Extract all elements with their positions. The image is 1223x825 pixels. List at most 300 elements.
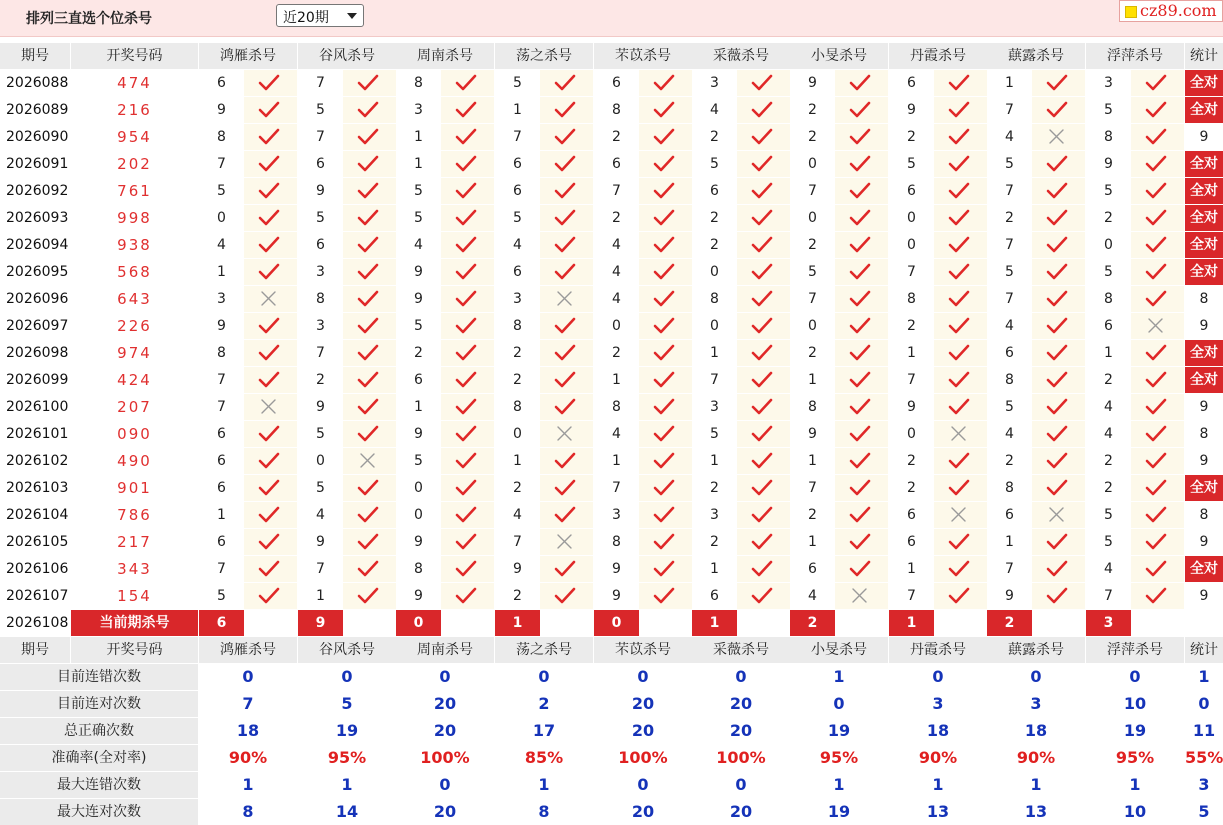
col-header-draw: 开奖号码: [71, 43, 198, 69]
hit-mark: [1131, 367, 1184, 393]
kill-number: 7: [1104, 588, 1113, 604]
hit-mark: [441, 367, 494, 393]
kill-number: 5: [1104, 264, 1113, 280]
hit-mark: [737, 367, 790, 393]
kill-number: 7: [513, 534, 522, 550]
col-header-stat: 统计: [1185, 43, 1223, 69]
kill-number: 0: [808, 318, 817, 334]
kill-number: 6: [710, 183, 719, 199]
kill-number: 1: [612, 453, 621, 469]
row-draw-number: 474: [117, 74, 152, 92]
summary-value: 55%: [1185, 748, 1223, 767]
kill-number: 2: [1005, 210, 1014, 226]
hit-mark: [639, 205, 692, 231]
kill-number: 6: [1005, 345, 1014, 361]
hit-mark: [540, 448, 593, 474]
period-select[interactable]: [276, 4, 364, 27]
summary-value: 20: [729, 721, 753, 740]
check-icon: [356, 317, 380, 335]
kill-number: 7: [316, 561, 325, 577]
hit-mark: [639, 556, 692, 582]
hit-mark: [343, 583, 396, 609]
hit-mark: [441, 124, 494, 150]
hit-mark: [1131, 178, 1184, 204]
row-draw-number: 901: [117, 479, 152, 497]
current-kill-number: 0: [594, 610, 639, 636]
summary-value: 2: [538, 694, 550, 713]
hit-mark: [1131, 151, 1184, 177]
kill-number: 6: [907, 507, 916, 523]
kill-number: 2: [710, 129, 719, 145]
kill-number: 9: [316, 183, 325, 199]
hit-mark: [1032, 475, 1085, 501]
row-draw-number: 343: [117, 560, 152, 578]
check-icon: [356, 101, 380, 119]
check-icon: [652, 425, 676, 443]
check-icon: [257, 587, 281, 605]
kill-number: 0: [1104, 237, 1113, 253]
hit-mark: [835, 502, 888, 528]
hit-mark: [1131, 529, 1184, 555]
check-icon: [848, 425, 872, 443]
check-icon: [454, 209, 478, 227]
kill-number: 7: [1005, 102, 1014, 118]
kill-number: 4: [612, 291, 621, 307]
hit-mark: [1032, 394, 1085, 420]
check-icon: [1045, 371, 1069, 389]
hit-mark: [639, 421, 692, 447]
check-icon: [1045, 398, 1069, 416]
check-icon: [257, 452, 281, 470]
hit-mark: [244, 151, 297, 177]
hit-mark: [1032, 70, 1085, 96]
check-icon: [257, 371, 281, 389]
hit-mark: [540, 151, 593, 177]
check-icon: [257, 425, 281, 443]
summary-value: 1: [932, 775, 944, 794]
check-icon: [848, 155, 872, 173]
col-header-expert-7: 小旻杀号: [790, 43, 888, 69]
kill-number: 1: [217, 264, 226, 280]
hit-mark: [835, 340, 888, 366]
kill-number: 3: [612, 507, 621, 523]
hit-mark: [441, 205, 494, 231]
kill-number: 2: [1104, 453, 1113, 469]
current-period: 2026108: [6, 615, 69, 631]
hit-mark: [1032, 178, 1085, 204]
hit-mark: [835, 367, 888, 393]
hit-mark: [639, 313, 692, 339]
row-draw-number: 998: [117, 209, 152, 227]
kill-number: 8: [316, 291, 325, 307]
row-draw-number: 643: [117, 290, 152, 308]
row-draw-number: 761: [117, 182, 152, 200]
site-logo[interactable]: [1119, 0, 1223, 22]
miss-mark: [244, 394, 297, 420]
hit-mark: [1131, 340, 1184, 366]
cross-icon: [1045, 128, 1069, 146]
kill-number: 2: [808, 507, 817, 523]
kill-number: 8: [710, 291, 719, 307]
kill-number: 6: [316, 237, 325, 253]
check-icon: [1144, 560, 1168, 578]
check-icon: [652, 263, 676, 281]
hit-mark: [737, 448, 790, 474]
kill-number: 8: [808, 399, 817, 415]
row-draw-number: 090: [117, 425, 152, 443]
summary-value: 0: [242, 667, 254, 686]
logo-square-icon: [1125, 6, 1137, 18]
kill-number: 8: [612, 399, 621, 415]
summary-value: 10: [1123, 694, 1147, 713]
kill-number: 2: [513, 480, 522, 496]
hit-mark: [1131, 502, 1184, 528]
kill-number: 2: [907, 453, 916, 469]
check-icon: [257, 74, 281, 92]
hit-mark: [639, 367, 692, 393]
check-icon: [454, 479, 478, 497]
check-icon: [1144, 587, 1168, 605]
summary-value: 3: [932, 694, 944, 713]
kill-number: 4: [612, 264, 621, 280]
current-kill-number: 0: [396, 610, 441, 636]
kill-number: 5: [907, 156, 916, 172]
hit-mark: [934, 529, 987, 555]
kill-number: 2: [808, 129, 817, 145]
kill-number: 2: [710, 534, 719, 550]
kill-number: 0: [907, 237, 916, 253]
check-icon: [652, 344, 676, 362]
kill-number: 7: [710, 372, 719, 388]
check-icon: [750, 560, 774, 578]
row-draw-number: 490: [117, 452, 152, 470]
hit-mark: [835, 556, 888, 582]
row-draw-number: 154: [117, 587, 152, 605]
col-header-expert-8: 丹霞杀号: [889, 637, 987, 663]
summary-value: 11: [1192, 721, 1216, 740]
check-icon: [1045, 560, 1069, 578]
check-icon: [553, 344, 577, 362]
summary-value: 20: [433, 802, 457, 821]
kill-number: 2: [710, 480, 719, 496]
check-icon: [553, 128, 577, 146]
row-stat: 全对: [1185, 556, 1223, 582]
kill-number: 7: [513, 129, 522, 145]
hit-mark: [1032, 97, 1085, 123]
kill-number: 4: [1005, 318, 1014, 334]
summary-label: 最大连对次数: [0, 799, 198, 825]
kill-number: 3: [316, 264, 325, 280]
kill-number: 7: [612, 183, 621, 199]
hit-mark: [737, 421, 790, 447]
col-header-expert-2: 谷风杀号: [298, 637, 396, 663]
kill-number: 5: [1104, 534, 1113, 550]
current-kill-label: 当前期杀号: [71, 610, 198, 636]
hit-mark: [639, 529, 692, 555]
kill-number: 6: [217, 426, 226, 442]
hit-mark: [639, 394, 692, 420]
check-icon: [356, 155, 380, 173]
hit-mark: [835, 259, 888, 285]
kill-number: 5: [513, 75, 522, 91]
check-icon: [553, 101, 577, 119]
kill-number: 4: [513, 507, 522, 523]
row-stat: 全对: [1185, 205, 1223, 231]
kill-number: 8: [1005, 480, 1014, 496]
hit-mark: [639, 232, 692, 258]
check-icon: [1144, 425, 1168, 443]
col-header-stat: 统计: [1185, 637, 1223, 663]
hit-mark: [441, 286, 494, 312]
summary-value: 20: [631, 721, 655, 740]
kill-number: 2: [612, 129, 621, 145]
col-header-expert-5: 芣苡杀号: [594, 43, 692, 69]
summary-value: 0: [932, 667, 944, 686]
summary-value: 18: [926, 721, 950, 740]
check-icon: [652, 317, 676, 335]
check-icon: [257, 506, 281, 524]
summary-label: 总正确次数: [0, 718, 198, 744]
check-icon: [652, 398, 676, 416]
row-period: 2026099: [6, 372, 69, 388]
hit-mark: [441, 475, 494, 501]
miss-mark: [1131, 313, 1184, 339]
summary-value: 1: [833, 775, 845, 794]
hit-mark: [737, 394, 790, 420]
kill-number: 1: [414, 129, 423, 145]
check-icon: [356, 344, 380, 362]
kill-number: 4: [1104, 426, 1113, 442]
kill-number: 9: [414, 426, 423, 442]
kill-number: 4: [414, 237, 423, 253]
hit-mark: [737, 475, 790, 501]
check-icon: [652, 587, 676, 605]
kill-number: 8: [513, 318, 522, 334]
hit-mark: [244, 259, 297, 285]
hit-mark: [934, 394, 987, 420]
hit-mark: [737, 529, 790, 555]
hit-mark: [343, 502, 396, 528]
hit-mark: [244, 421, 297, 447]
check-icon: [1045, 155, 1069, 173]
current-kill-number: 1: [495, 610, 540, 636]
check-icon: [454, 290, 478, 308]
check-icon: [1144, 236, 1168, 254]
check-icon: [356, 560, 380, 578]
hit-mark: [1032, 205, 1085, 231]
check-icon: [947, 74, 971, 92]
hit-mark: [835, 178, 888, 204]
col-header-expert-1: 鸿雁杀号: [199, 43, 297, 69]
summary-value: 20: [433, 694, 457, 713]
kill-number: 7: [1005, 183, 1014, 199]
col-header-expert-7: 小旻杀号: [790, 637, 888, 663]
current-kill-number: 6: [199, 610, 244, 636]
summary-value: 19: [827, 802, 851, 821]
hit-mark: [441, 340, 494, 366]
kill-number: 6: [513, 183, 522, 199]
summary-label: 目前连错次数: [0, 664, 198, 690]
summary-value: 0: [637, 667, 649, 686]
check-icon: [356, 128, 380, 146]
check-icon: [652, 101, 676, 119]
hit-mark: [835, 151, 888, 177]
check-icon: [356, 74, 380, 92]
kill-number: 1: [907, 345, 916, 361]
check-icon: [1045, 317, 1069, 335]
check-icon: [356, 533, 380, 551]
summary-value: 17: [532, 721, 556, 740]
check-icon: [1144, 371, 1168, 389]
row-stat: 全对: [1185, 97, 1223, 123]
row-stat: 8: [1199, 507, 1209, 523]
hit-mark: [343, 529, 396, 555]
check-icon: [750, 479, 774, 497]
miss-mark: [835, 583, 888, 609]
miss-mark: [934, 421, 987, 447]
check-icon: [848, 533, 872, 551]
hit-mark: [244, 232, 297, 258]
hit-mark: [934, 448, 987, 474]
check-icon: [1144, 128, 1168, 146]
kill-number: 8: [1104, 291, 1113, 307]
hit-mark: [540, 124, 593, 150]
check-icon: [947, 155, 971, 173]
hit-mark: [1032, 367, 1085, 393]
check-icon: [553, 209, 577, 227]
summary-value: 95%: [1115, 748, 1155, 767]
check-icon: [454, 101, 478, 119]
kill-number: 1: [710, 345, 719, 361]
hit-mark: [343, 394, 396, 420]
kill-number: 2: [612, 210, 621, 226]
kill-number: 1: [1104, 345, 1113, 361]
row-stat: 全对: [1185, 232, 1223, 258]
check-icon: [947, 371, 971, 389]
row-period: 2026103: [6, 480, 69, 496]
kill-number: 5: [710, 156, 719, 172]
check-icon: [553, 452, 577, 470]
check-icon: [947, 101, 971, 119]
hit-mark: [737, 556, 790, 582]
row-draw-number: 938: [117, 236, 152, 254]
summary-value: 0: [833, 694, 845, 713]
check-icon: [652, 560, 676, 578]
hit-mark: [835, 124, 888, 150]
check-icon: [1144, 452, 1168, 470]
kill-number: 5: [513, 210, 522, 226]
kill-number: 9: [907, 399, 916, 415]
check-icon: [1045, 101, 1069, 119]
check-icon: [848, 128, 872, 146]
check-icon: [257, 479, 281, 497]
hit-mark: [441, 313, 494, 339]
hit-mark: [441, 556, 494, 582]
kill-number: 2: [808, 345, 817, 361]
kill-number: 6: [316, 156, 325, 172]
hit-mark: [343, 205, 396, 231]
hit-mark: [737, 205, 790, 231]
hit-mark: [934, 124, 987, 150]
check-icon: [947, 317, 971, 335]
hit-mark: [1032, 421, 1085, 447]
kill-number: 7: [808, 183, 817, 199]
row-stat: 8: [1199, 426, 1209, 442]
check-icon: [454, 182, 478, 200]
row-stat: 全对: [1185, 340, 1223, 366]
hit-mark: [835, 205, 888, 231]
kill-number: 4: [217, 237, 226, 253]
kill-number: 5: [1104, 507, 1113, 523]
hit-mark: [343, 421, 396, 447]
check-icon: [947, 263, 971, 281]
check-icon: [553, 236, 577, 254]
check-icon: [848, 371, 872, 389]
kill-number: 6: [414, 372, 423, 388]
kill-number: 8: [513, 399, 522, 415]
hit-mark: [244, 178, 297, 204]
kill-number: 2: [1104, 210, 1113, 226]
miss-mark: [934, 502, 987, 528]
summary-value: 90%: [228, 748, 268, 767]
check-icon: [454, 155, 478, 173]
check-icon: [750, 101, 774, 119]
hit-mark: [1131, 232, 1184, 258]
check-icon: [848, 290, 872, 308]
check-icon: [257, 155, 281, 173]
hit-mark: [737, 313, 790, 339]
kill-number: 9: [907, 102, 916, 118]
kill-number: 6: [217, 480, 226, 496]
hit-mark: [343, 367, 396, 393]
kill-number: 7: [612, 480, 621, 496]
kill-number: 0: [217, 210, 226, 226]
hit-mark: [934, 259, 987, 285]
hit-mark: [540, 556, 593, 582]
kill-number: 3: [710, 399, 719, 415]
summary-value: 95%: [819, 748, 859, 767]
check-icon: [553, 560, 577, 578]
cross-icon: [1144, 317, 1168, 335]
check-icon: [1144, 74, 1168, 92]
summary-value: 20: [729, 694, 753, 713]
kill-number: 6: [1104, 318, 1113, 334]
kill-number: 6: [217, 534, 226, 550]
summary-value: 0: [735, 775, 747, 794]
hit-mark: [1032, 340, 1085, 366]
check-icon: [257, 182, 281, 200]
summary-value: 8: [242, 802, 254, 821]
kill-number: 4: [1005, 426, 1014, 442]
check-icon: [947, 290, 971, 308]
check-icon: [652, 290, 676, 308]
miss-mark: [540, 286, 593, 312]
hit-mark: [441, 502, 494, 528]
summary-value: 5: [341, 694, 353, 713]
kill-number: 9: [808, 75, 817, 91]
check-icon: [257, 209, 281, 227]
hit-mark: [343, 232, 396, 258]
check-icon: [750, 452, 774, 470]
kill-number: 0: [710, 264, 719, 280]
check-icon: [750, 155, 774, 173]
hit-mark: [1131, 475, 1184, 501]
hit-mark: [343, 259, 396, 285]
hit-mark: [343, 556, 396, 582]
hit-mark: [639, 124, 692, 150]
kill-number: 5: [1104, 183, 1113, 199]
hit-mark: [835, 70, 888, 96]
